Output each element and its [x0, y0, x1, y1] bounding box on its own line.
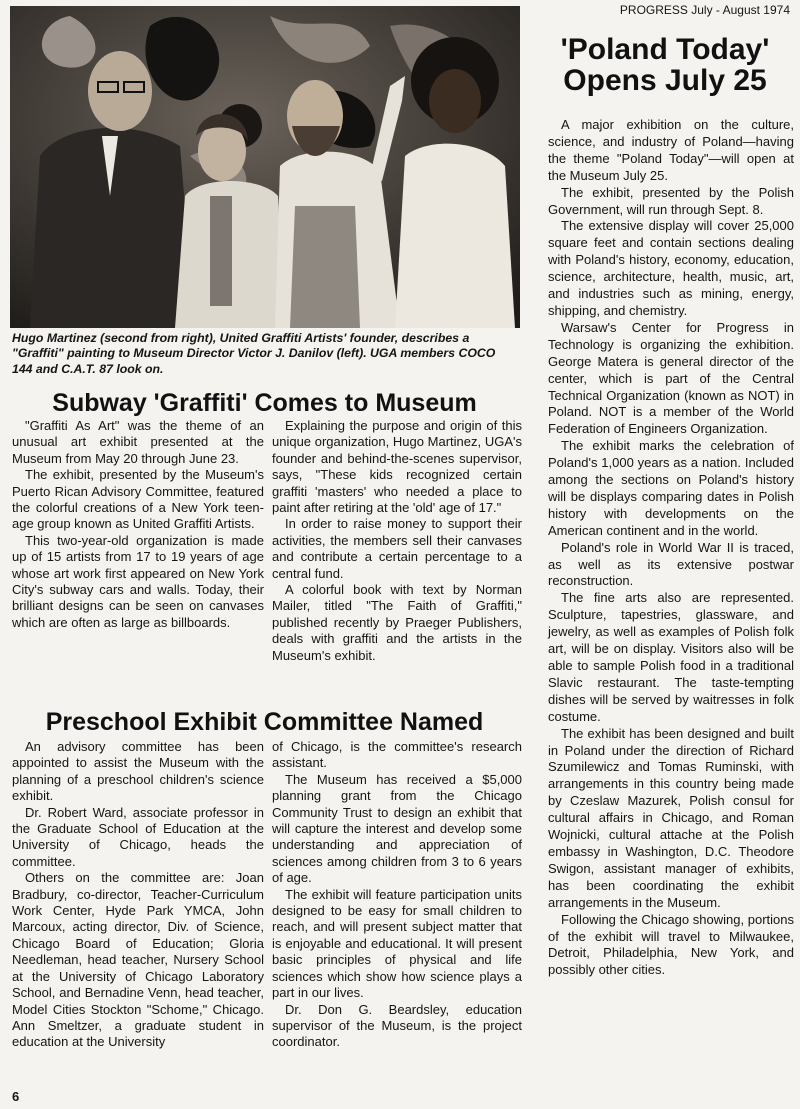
poland-headline	[532, 34, 798, 96]
masthead: PROGRESS July - August 1974	[619, 3, 790, 17]
paragraph: Others on the committee are: Joan Bradbury, co-director, Teacher-Curriculum Work Center, Hyde Park YMCA, John Marcoux, acting director, Div. of Science, Chicago Board of Education; Gloria Needleman, head teacher, Nursery School at the University of Chicago Laboratory School, and Bernadine Venn, head teacher, Model Cities Stockton "Schome," Chicago. Ann Smeltzer, a graduate student in education at the University	[12, 870, 264, 1050]
paragraph: An advisory committee has been appointed to assist the Museum with the planning of a preschool children's science exhibit.	[12, 739, 264, 804]
paragraph: The exhibit, presented by the Museum's Puerto Rican Advisory Committee, featured the colorful creations of a New York teen-age group known as United Graffiti Artists.	[12, 467, 264, 532]
paragraph: Dr. Don G. Beardsley, education supervisor of the Museum, is the project coordinator.	[272, 1001, 522, 1050]
graffiti-headline: Subway 'Graffiti' Comes to Museum	[52, 389, 477, 417]
paragraph: A colorful book with text by Norman Mailer, titled "The Faith of Graffiti," published recently by Praeger Publishers, deals with graffiti and the artists in the Museum's exhibit.	[272, 582, 522, 663]
paragraph: Warsaw's Center for Progress in Technology is organizing the exhibition. George Matera is general director of the center, which is part of the Central Technical Organization (known as NOT) in Poland. NOT is a member of the World Federation of Engineers Organization.	[548, 319, 794, 437]
graffiti-article-col1	[12, 418, 264, 631]
paragraph: A major exhibition on the culture, science, and industry of Poland—having the theme "Poland Today"—will open at the Museum July 25.	[548, 117, 794, 183]
paragraph: The exhibit, presented by the Polish Government, will run through Sept. 8.	[548, 184, 794, 217]
paragraph: "Graffiti As Art" was the theme of an unusual art exhibit presented at the Museum from May 20 through June 23.	[12, 418, 264, 466]
news-photo	[10, 6, 520, 328]
person-member-2	[395, 37, 515, 328]
poland-headline-line2: Opens July 25	[563, 64, 767, 97]
preschool-article-col1	[12, 739, 264, 1051]
paragraph: The exhibit will feature participation units designed to be easy for small children to reach, and will present subject matter that is enjoyable and educational. It will present basic principles of physical and life sciences which show how science plays a part in our lives.	[272, 886, 522, 1001]
paragraph: Dr. Robert Ward, associate professor in the Graduate School of Education at the University of Chicago, heads the committee.	[12, 804, 264, 869]
preschool-article-col2	[272, 739, 522, 1051]
preschool-headline: Preschool Exhibit Committee Named	[45, 708, 484, 736]
paragraph: of Chicago, is the committee's research assistant.	[272, 739, 522, 771]
paragraph: The extensive display will cover 25,000 square feet and contain sections dealing with Poland's history, economy, education, science, architecture, health, music, art, and industries such as mining, energy, shipping, and chemistry.	[548, 218, 794, 318]
paragraph: Following the Chicago showing, portions of the exhibit will travel to Milwaukee, Detroit, Philadelphia, New York, and possibly other cities.	[548, 911, 794, 978]
paragraph: In order to raise money to support their activities, the members sell their canvases and contribute a certain percentage to a central fund.	[272, 516, 522, 581]
poland-article-body	[548, 117, 794, 979]
photo-caption: Hugo Martinez (second from right), United Graffiti Artists' founder, describes a "Graffiti" painting to Museum Director Victor J. Danilov (left). UGA members COCO 144 and C.A.T. 87 look on.	[12, 331, 496, 376]
paragraph: The Museum has received a $5,000 planning grant from the Chicago Community Trust to design an exhibit that will capture the interest and develop some understanding and appreciation of sciences among children from 3 to 6 years of age.	[272, 771, 522, 886]
graffiti-article-col2	[272, 418, 522, 664]
paragraph: The fine arts also are represented. Sculpture, tapestries, glassware, and jewelry, as well as examples of Polish folk art, will be on display. Visitors also will be able to sample Polish food in a traditional Slavic restaurant. The taste-tempting dishes will be served by waitresses in folk costume.	[548, 590, 794, 724]
photo-illustration	[10, 6, 520, 328]
paragraph: The exhibit marks the celebration of Poland's 1,000 years as a nation. Included among the sections on Poland's history will be displays comparing dates in Polish history with developments on the American continent and in the world.	[548, 438, 794, 538]
paragraph: Poland's role in World War II is traced, as well as its extensive postwar reconstruction.	[548, 539, 794, 589]
paragraph: This two-year-old organization is made up of 15 artists from 17 to 19 years of age whose art work first appeared on New York City's subway cars and walls. Today, their brilliant designs can be seen on canvases which are often as large as billboards.	[12, 532, 264, 630]
paragraph: Explaining the purpose and origin of this unique organization, Hugo Martinez, UGA's founder and behind-the-scenes supervisor, says, "These kids recognized certain graffiti 'masters' who needed a place to paint after retiring at the 'old' age of 17."	[272, 418, 522, 516]
poland-headline-line1: 'Poland Today'	[560, 33, 770, 66]
page-number: 6	[12, 1089, 20, 1104]
paragraph: The exhibit has been designed and built in Poland under the direction of Richard Szumilewicz and Tomas Ruminski, with arrangements in this country being made by Czeslaw Mazurek, Polish consul for cultural affairs in Chicago, and Roman Wojnicki, cultural attache at the Polish embassy in Washington, D.C. Theodore Swigon, assistant manager of exhibits, has been coordinating the exhibit arrangements in the Museum.	[548, 725, 794, 910]
